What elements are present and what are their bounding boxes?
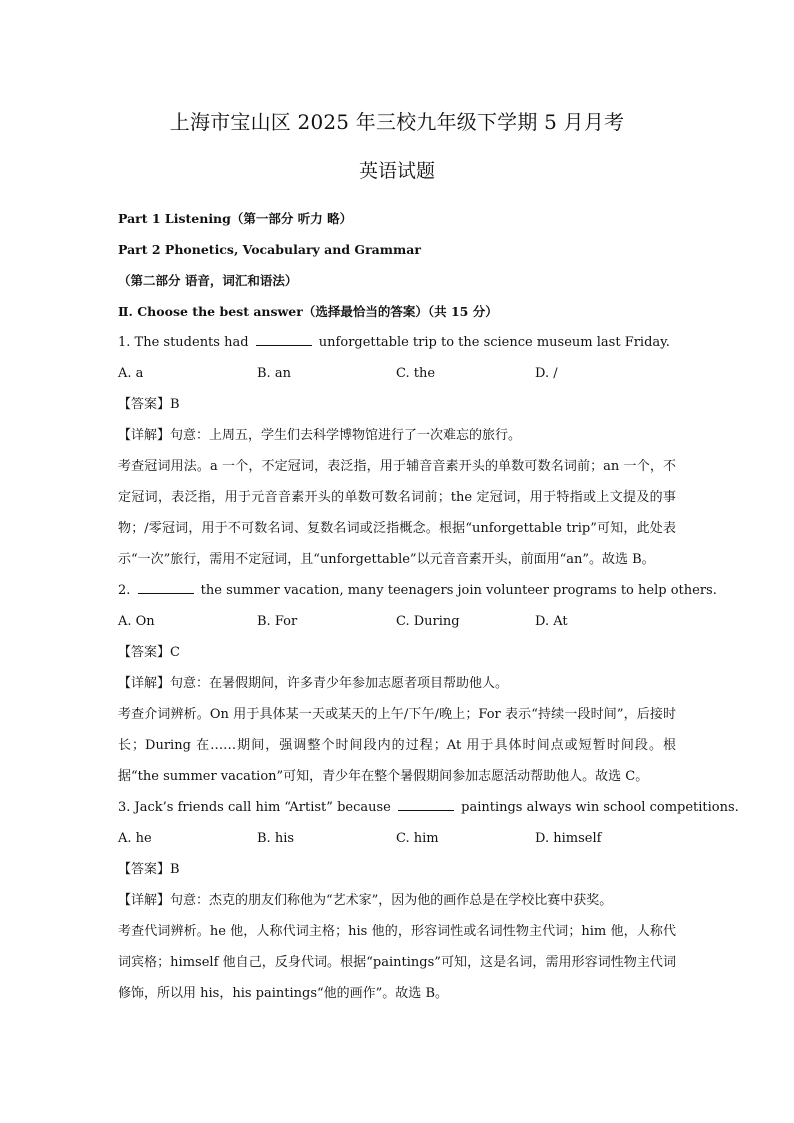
- question-3-pre: 3. Jack’s friends call him “Artist” because: [118, 800, 395, 815]
- section2-heading: Ⅱ. Choose the best answer（选择最恰当的答案）（共 15 分）: [118, 304, 498, 319]
- option-a: A. a: [118, 366, 144, 381]
- question-1-detail: 【详解】句意：上周五，学生们去科学博物馆进行了一次难忘的旅行。: [118, 428, 522, 443]
- option-c: C. the: [396, 366, 436, 381]
- page-subtitle: 英语试题: [358, 160, 435, 182]
- option-c: C. During: [396, 614, 460, 629]
- part2-cn-heading: （第二部分 语音，词汇和语法）: [118, 273, 298, 288]
- question-2-detail: 【详解】句意：在暑假期间，许多青少年参加志愿者项目帮助他人。: [118, 676, 509, 691]
- question-1-answer: 【答案】B: [118, 397, 180, 412]
- part2-heading: Part 2 Phonetics, Vocabulary and Grammar: [118, 242, 421, 257]
- question-2-post: the summer vacation, many teenagers join volunteer programs to help others.: [196, 583, 717, 598]
- question-3-post: paintings always win school competitions.: [456, 800, 739, 815]
- question-1-pre: 1. The students had: [118, 335, 253, 350]
- question-2: [118, 575, 717, 606]
- option-c: C. him: [396, 831, 439, 846]
- option-d: D. At: [535, 614, 568, 629]
- answer-blank: [256, 333, 312, 346]
- part1-heading: Part 1 Listening（第一部分 听力 略）: [118, 211, 353, 226]
- question-3: [118, 792, 739, 823]
- answer-blank: [138, 581, 194, 594]
- option-b: B. his: [257, 831, 295, 846]
- question-3-analysis: 考查代词辨析。he 他，人称代词主格；his 他的，形容词性或名词性物主代词；him 他，人称代词宾格；himself 他自己，反身代词。根据“paintings”可知，这是名词，需用形容词性物主代词修饰，所以用 his，his paintings“他的画作”。故选 B。: [118, 924, 676, 1001]
- question-2-options: [118, 606, 676, 637]
- question-3-detail: 【详解】句意：杰克的朋友们称他为“艺术家”，因为他的画作总是在学校比赛中获奖。: [118, 893, 613, 908]
- question-2-answer: 【答案】C: [118, 645, 180, 660]
- question-1-post: unforgettable trip to the science museum last Friday.: [314, 335, 670, 350]
- option-b: B. an: [257, 366, 291, 381]
- question-1-analysis: 考查冠词用法。a 一个，不定冠词，表泛指，用于辅音音素开头的单数可数名词前；an 一个，不定冠词，表泛指，用于元音音素开头的单数可数名词前；the 定冠词，用于特指或上文提及的事物；/零冠词，用于不可数名词、复数名词或泛指概念。根据“unforgettable trip”可知，此处表示“一次”旅行，需用不定冠词，且“unforgettable”以元音音素开头，前面用“an”。故选 B。: [118, 459, 676, 567]
- page-title: 上海市宝山区 2025 年三校九年级下学期 5 月月考: [169, 110, 625, 134]
- question-2-pre: 2.: [118, 583, 135, 598]
- option-d: D. /: [535, 366, 558, 381]
- question-1-options: [118, 358, 676, 389]
- question-3-answer: 【答案】B: [118, 862, 180, 877]
- option-d: D. himself: [535, 831, 602, 846]
- question-3-options: [118, 823, 676, 854]
- option-b: B. For: [257, 614, 298, 629]
- answer-blank: [398, 798, 454, 811]
- option-a: A. On: [118, 614, 155, 629]
- question-2-analysis: 考查介词辨析。On 用于具体某一天或某天的上午/下午/晚上；For 表示“持续一段时间”，后接时长；During 在……期间，强调整个时间段内的过程；At 用于具体时间点或短暂时间段。根据“the summer vacation”可知，青少年在整个暑假期间参加志愿活动帮助他人。故选 C。: [118, 707, 676, 784]
- question-1: [118, 327, 676, 358]
- option-a: A. he: [118, 831, 152, 846]
